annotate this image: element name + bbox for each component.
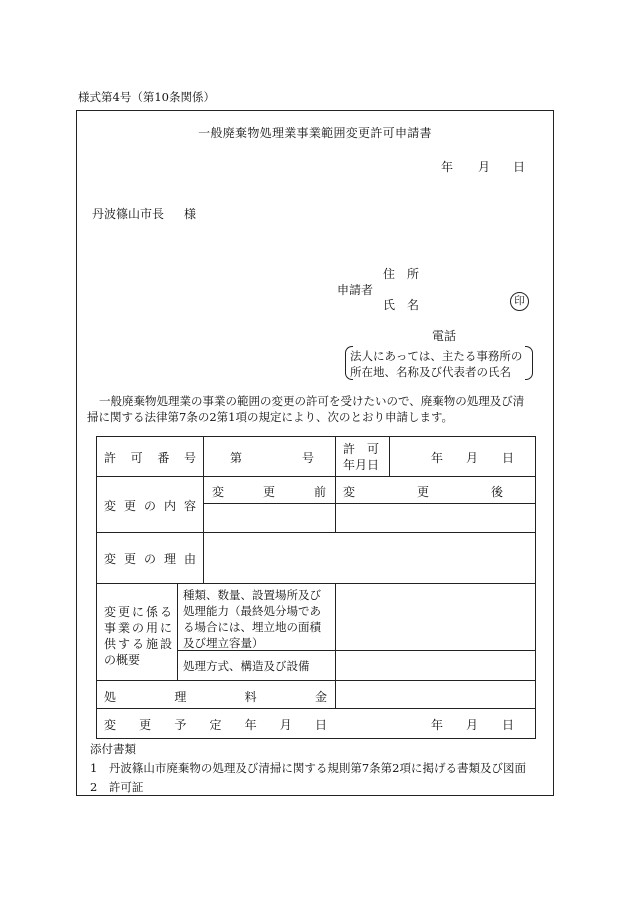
permit-number-suffix: 号: [302, 451, 315, 465]
permit-date-label-1: 許 可: [343, 442, 380, 456]
permit-date-year: 年: [431, 451, 444, 465]
date-month-label: 月: [478, 160, 491, 174]
body-text-line-1: 一般廃棄物処理業の事業の範囲の変更の許可を受けたいので、廃棄物の処理及び清: [99, 394, 525, 408]
permit-date-label-2: 年月日: [343, 458, 380, 472]
permit-date-day: 日: [502, 451, 515, 465]
change-reason-label: 変 更 の 理 由: [104, 552, 196, 566]
facility-label-2: 事 業 の 用 に: [104, 621, 172, 635]
corporate-note-line-2: 所在地、名称及び代表者の氏名: [350, 365, 511, 379]
permit-number-prefix: 第: [230, 451, 243, 465]
permit-number-label-text: 許 可 番 号: [104, 451, 196, 465]
permit-date-month: 月: [466, 451, 479, 465]
address-label: 住 所: [383, 267, 420, 281]
addressee-name: 丹波篠山市長: [92, 207, 165, 221]
facility-label-1: 変 更 に 係 る: [104, 605, 172, 619]
corporate-note-line-1: 法人にあっては、主たる事務所の: [350, 349, 523, 363]
date-day-label: 日: [513, 160, 526, 174]
attachment-item-1: 1 丹波篠山市廃棄物の処理及び清掃に関する規則第7条第2項に掲げる書類及び図面: [90, 761, 526, 775]
form-number: 様式第4号（第10条関係）: [78, 90, 215, 104]
permit-number-label: [104, 449, 196, 466]
document-title: 一般廃棄物処理業事業範囲変更許可申請書: [198, 126, 432, 140]
addressee-suffix: 様: [184, 207, 197, 221]
attachments-title: 添付書類: [90, 742, 136, 756]
date-year-label: 年: [441, 160, 454, 174]
before-label: 変 更 前: [212, 485, 326, 499]
facility-sub-1-line-1: 種類、数量、設置場所及び: [183, 588, 321, 602]
schedule-month: 月: [466, 718, 479, 732]
schedule-year: 年: [431, 718, 444, 732]
facility-label-4: の概要: [104, 653, 141, 667]
name-label: 氏 名: [383, 298, 420, 312]
facility-sub-1-line-4: 及び埋立容量）: [183, 636, 264, 650]
facility-sub-1-line-3: る場合には、埋立地の面積: [183, 620, 321, 634]
facility-sub-2: 処理方式、構造及び設備: [183, 659, 310, 673]
phone-label: 電話: [432, 329, 457, 343]
schedule-label: 変 更 予 定 年 月 日: [104, 718, 327, 732]
attachment-item-2: 2 許可証: [90, 780, 144, 794]
schedule-day: 日: [502, 718, 515, 732]
body-text-line-2: 掃に関する法律第7条の2第1項の規定により、次のとおり申請します。: [87, 410, 454, 424]
after-label: 変 更 後: [343, 485, 503, 499]
facility-label-3: 供 す る 施 設: [104, 637, 172, 651]
applicant-label: 申請者: [337, 283, 374, 297]
fee-label: 処 理 料 金: [104, 690, 327, 704]
seal-mark: 印: [510, 292, 529, 311]
facility-sub-1-line-2: 処理能力（最終処分場であ: [183, 604, 321, 618]
change-content-label: 変 更 の 内 容: [104, 499, 196, 513]
